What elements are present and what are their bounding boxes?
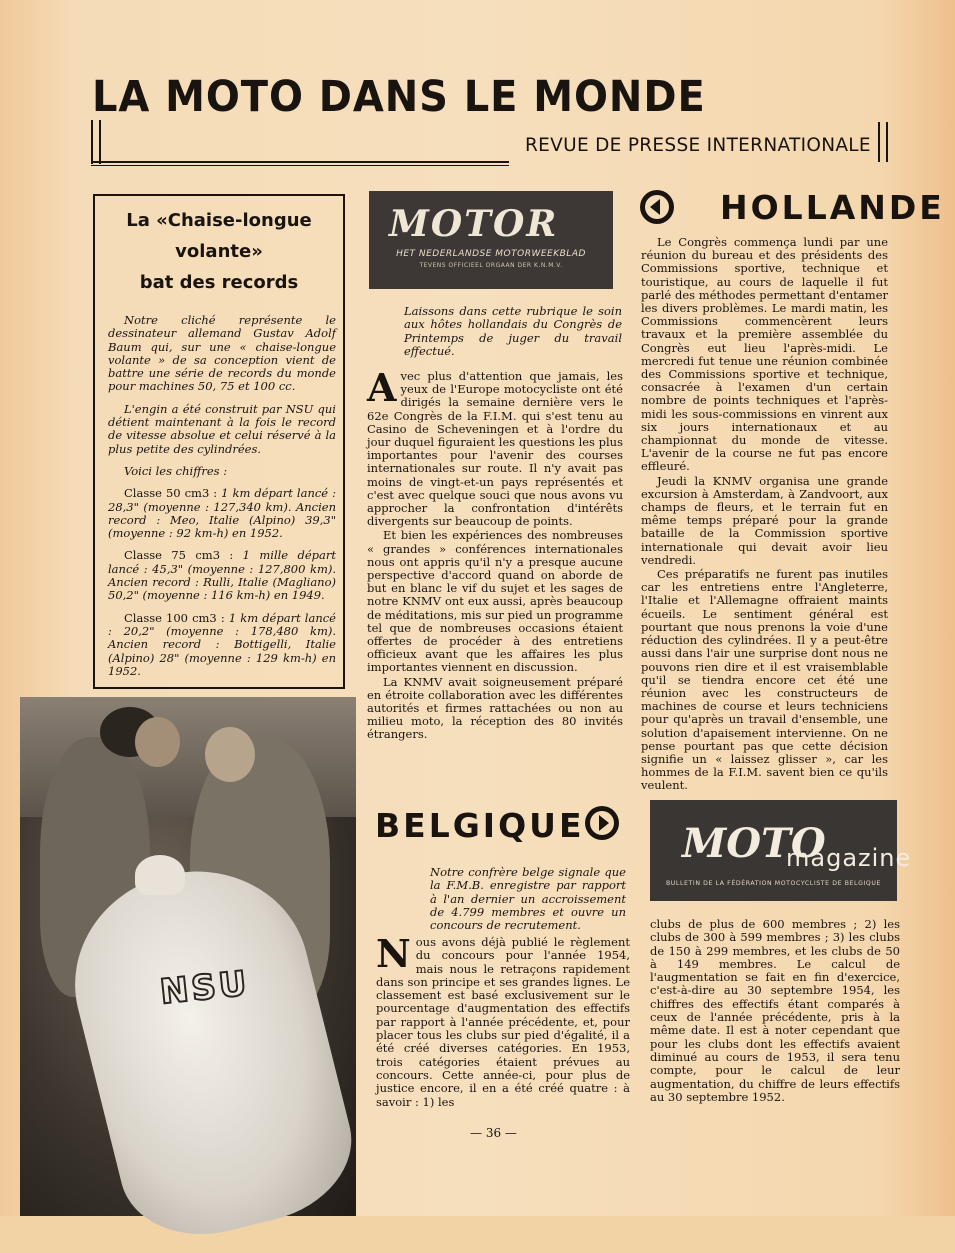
moto-logo-name: MOTO (682, 820, 826, 867)
streamliner-label: NSU (158, 963, 252, 1013)
record-item (108, 549, 336, 602)
article-paragraph: La KNMV avait soigneusement préparé en étroite collaboration avec les différentes autorités et firmes rattachées ou non au milieu moto, la réception des 80 invités étrangers. (367, 674, 623, 742)
page-title: LA MOTO DANS LE MONDE (92, 72, 706, 122)
article-paragraph: Le Congrès commença lundi par une réunion du bureau et des présidents des Commissions sportive, technique et touristique, au cours de laquelle il fut parlé des méthodes permettant d'entamer les divers problèmes. Le mardi matin, les Commissions commencèrent leurs travaux et la première assemblée du Congrès eut lieu l'après-midi. Le mercredi fut tenue une réunion combinée des Commissions sportive et technique, consacrée à l'examen d'un certain nombre de points techniques et l'après-midi les sous-commissions en vinrent aux six jours internationaux et au championnat du monde de vitesse. L'avenir de la course ne fut pas encore effleuré. (641, 235, 888, 474)
drop-cap: A (367, 365, 397, 410)
arrow-left-icon (640, 190, 674, 224)
record-detail: 1 mille départ lancé : 45,3" (moyenne : 127,800 km). Ancien record : Rulli, Italie (Magliano) 50,2" (moyenne : 116 km-h) en 1949. (108, 548, 336, 603)
record-class: Classe 75 cm3 : (124, 548, 243, 563)
arrow-right-icon (585, 806, 619, 840)
record-item (108, 487, 336, 540)
sidebar-body (108, 314, 336, 687)
motor-logo-name: MOTOR (389, 203, 559, 245)
sidebar-paragraph: Notre cliché représente le dessinateur allemand Gustav Adolf Baum qui, sur une « chaise-longue volante » de sa conception vient de battre une série de records du monde pour machines 50, 75 et 100 cc. (108, 313, 336, 394)
title-rule (91, 161, 509, 163)
belgium-intro: Notre confrère belge signale que la F.M.B. enregistre par rapport à l'an dernier un accroissement de 4.799 membres et ouvre un concours de recrutement. (430, 865, 626, 933)
motor-logo-subtitle: HET NEDERLANDSE MOTORWEEKBLAD (396, 249, 586, 259)
article-paragraph: Avec plus d'attention que jamais, les yeux de l'Europe motocycliste ont été dirigés la semaine dernière vers le 62e Congrès de la F.I.M. qui s'est tenu au Casino de Scheveningen et à l'ordre du jour duquel figuraient les questions les plus importantes pour l'avenir des courses internationales sur route. Il n'y avait pas moins de vingt-et-un pays représentés et c'est avec quelque souci que nous avons vu approcher la confrontation d'intérêts divergents sur beaucoup de points. (367, 365, 623, 529)
belgium-column-left: Nous avons déjà publié le règlement du concours pour l'année 1954, mais nous le retraçons rapidement dans son principe et ses grandes lignes. Le classement est basé exclusivement sur le pourcentage d'augmentation des effectifs par rapport à l'année précédente, et, pour placer tous les clubs sur pied d'égalité, il a été créé diverses catégories. En 1953, trois catégories étaient prévues au concours. Cette année-ci, pour plus de justice encore, il en a été créé quatre : à savoir : 1) les (376, 931, 630, 1109)
section-title-holland: HOLLANDE (720, 188, 945, 227)
title-rule-right (878, 122, 888, 162)
moto-logo-subtitle: BULLETIN DE LA FÉDÉRATION MOTOCYCLISTE DE BELGIQUE (665, 880, 882, 887)
motor-logo (369, 191, 613, 289)
record-class: Classe 50 cm3 : (124, 486, 222, 501)
holland-column-right (641, 236, 888, 794)
sidebar-paragraph: L'engin a été construit par NSU qui détient maintenant à la fois le record de vitesse absolue et celui réservé à la plus petite des cylindrées. (108, 401, 336, 456)
photo-person (205, 727, 255, 782)
title-rule-left (91, 120, 101, 164)
holland-column-left (367, 365, 623, 743)
motor-logo-subtitle: TEVENS OFFICIEEL ORGAAN DER K.N.M.V. (419, 262, 563, 269)
sidebar-title-line: bat des records (139, 272, 299, 293)
moto-magazine-logo (650, 800, 912, 901)
sidebar-title (100, 205, 338, 298)
article-paragraph: Ces préparatifs ne furent pas inutiles car les entretiens entre l'Angleterre, l'Italie et l'Allemagne offraient maints écueils. Le sentiment général est pourtant que nous prenons la voie d'une réduction des cylindrées. Il y a peut-être aussi dans l'air une surprise dont nous ne pouvons rien dire et il est vraisemblable qu'il se tiendra encore cet été une réunion avec les constructeurs de machines de course et leurs techniciens pour qu'après un travail d'ensemble, une solution d'apaisement intervienne. On ne pense pourtant pas que cette décision signifie un « laissez glisser », car les hommes de la F.I.M. savent bien ce qu'ils veulent. (641, 567, 888, 793)
article-paragraph: Jeudi la KNMV organisa une grande excursion à Amsterdam, à Zandvoort, aux champs de fleurs, et le terrain fut en même temps préparé pour la grande bataille de la Commission sportive internationale qui devait avoir lieu vendredi. (641, 473, 888, 567)
moto-logo-magazine: magazine (786, 844, 912, 872)
record-item (108, 612, 336, 678)
title-rule-thin (91, 165, 509, 166)
record-detail: 1 km départ lancé : 28,3" (moyenne : 127,340 km). Ancien record : Meo, Italie (Alpino) 39,3" (moyenne : 92 km-h) en 1952. (108, 486, 336, 541)
record-class: Classe 100 cm3 : (124, 610, 229, 625)
rider-helmet (135, 855, 185, 895)
belgium-column-right: clubs de plus de 600 membres ; 2) les clubs de 300 à 599 membres ; 3) les clubs de 150 à 299 membres, et les clubs de 50 à 149 membres. Le calcul de l'augmentation se fait en fin d'exercice, c'est-à-dire au 30 septembre 1954, les chiffres des effectifs étant comparés à ceux de l'année précédente, pris à la même date. Il est à noter cependant que pour les clubs dont les effectifs avaient diminué au cours de 1953, il sera tenu compte, pour le calcul de leur augmentation, du chiffre de leurs effectifs au 30 septembre 1952. (650, 917, 900, 1104)
article-paragraph: Et bien les expériences des nombreuses « grandes » conférences internationales nous ont appris qu'il n'y a presque aucune perspective d'accord quand on aborde de but en blanc le vif du sujet et les sages de notre KNMV ont eux aussi, après beaucoup de méditations, mis sur pied un programme tel que de nombreuses occasions étaient offertes de procéder à des entretiens officieux avant que les affaires les plus importantes viennent en discussion. (367, 528, 623, 675)
record-detail: 1 km départ lancé : 20,2" (moyenne : 178,480 km). Ancien record : Bottigelli, Italie (Alpino) 28" (moyenne : 129 km-h) en 1952. (108, 610, 336, 678)
photo-person (135, 717, 180, 767)
sidebar-title-line: volante» (175, 241, 263, 262)
holland-intro: Laissons dans cette rubrique le soin aux hôtes hollandais du Congrès de Printemps de juger du travail effectué. (404, 304, 622, 358)
drop-cap: N (376, 931, 411, 976)
section-title-belgium: BELGIQUE (375, 806, 585, 845)
page-subtitle: REVUE DE PRESSE INTERNATIONALE (525, 135, 871, 156)
sidebar-title-line: La «Chaise-longue (126, 210, 312, 231)
page-number: — 36 — (470, 1126, 517, 1140)
sidebar-paragraph: Voici les chiffres : (124, 463, 228, 478)
